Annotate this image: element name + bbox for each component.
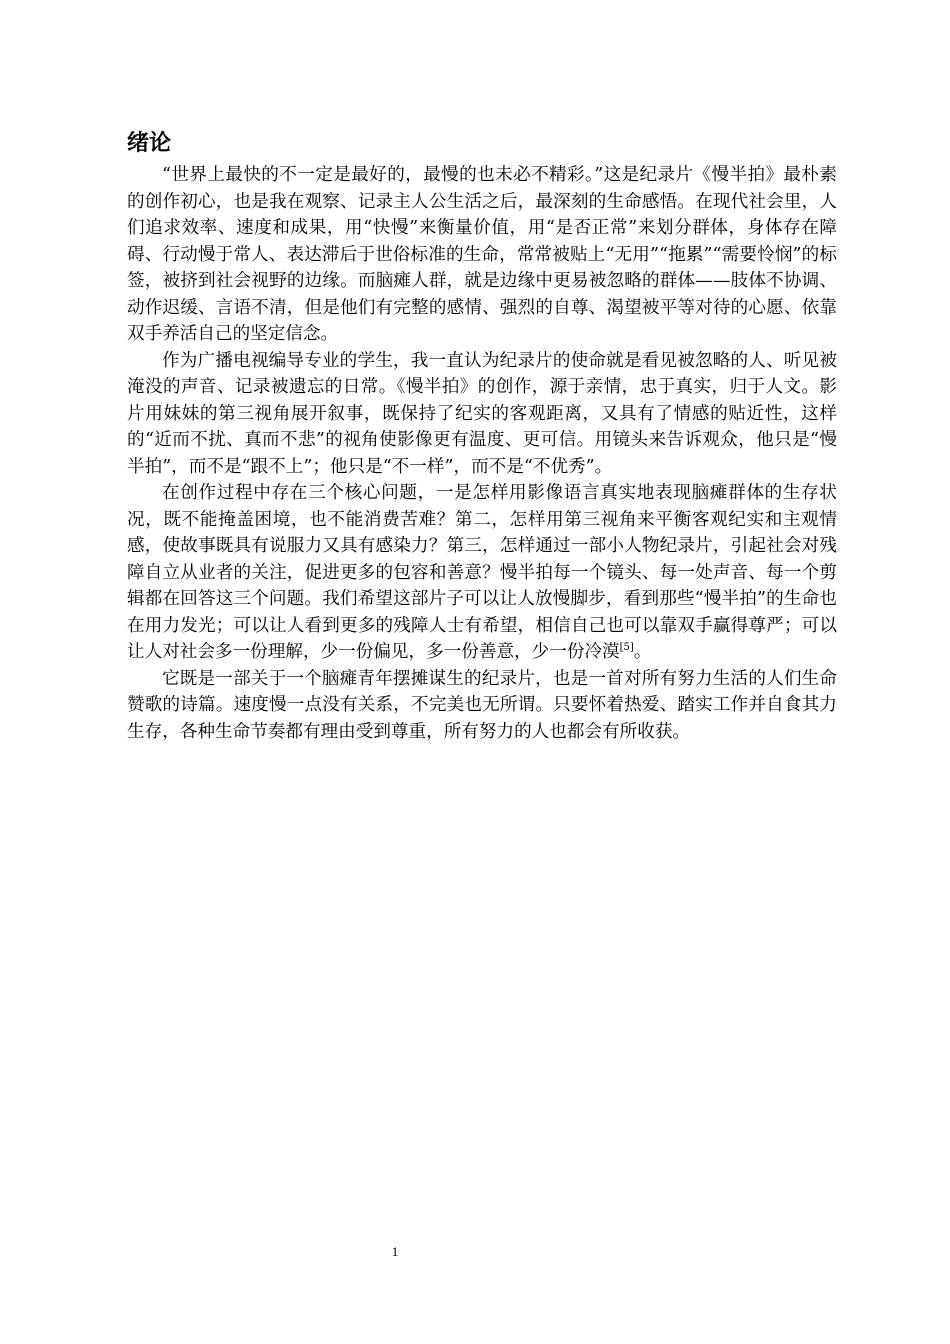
- citation-marker: [5]: [619, 642, 634, 654]
- paragraph-3: [127, 480, 837, 666]
- page-number: 1: [391, 1244, 399, 1259]
- paragraph-1-text: “世界上最快的不一定是最好的，最慢的也未必不精彩。”这是纪录片《慢半拍》最朴素的创作初心，也是我在观察、记录主人公生活之后，最深刻的生命感悟。在现代社会里，人们追求效率、速度和成果，用“快慢”来衡量价值，用“是否正常”来划分群体，身体存在障碍、行动慢于常人、表达滞后于世俗标准的生命，常常被贴上“无用”“拖累”“需要怜悯”的标签，被挤到社会视野的边缘。而脑瘫人群，就是边缘中更易被忽略的群体——肢体不协调、动作迟缓、言语不清，但是他们有完整的感情、强烈的自尊、渴望被平等对待的心愿、依靠双手养活自己的坚定信念。: [127, 165, 837, 344]
- paragraph-3-text: 在创作过程中存在三个核心问题，一是怎样用影像语言真实地表现脑瘫群体的生存状况，既不能掩盖困境，也不能消费苦难？第二，怎样用第三视角来平衡客观纪实和主观情感，使故事既具有说服力又具有感染力？第三，怎样通过一部小人物纪录片，引起社会对残障自立从业者的关注，促进更多的包容和善意？慢半拍每一个镜头、每一处声音、每一个剪辑都在回答这三个问题。我们希望这部片子可以让人放慢脚步，看到那些“慢半拍”的生命也在用力发光；可以让人看到更多的残障人士有希望，相信自己也可以靠双手赢得尊严；可以让人对社会多一份理解，少一份偏见，多一份善意，少一份冷漠: [127, 483, 837, 662]
- body-text: [127, 162, 837, 745]
- paragraph-2: [127, 348, 837, 481]
- paragraph-3-suffix: 。: [633, 642, 652, 662]
- paragraph-4: [127, 666, 837, 746]
- paragraph-4-text: 它既是一部关于一个脑瘫青年摆摊谋生的纪录片，也是一首对所有努力生活的人们生命赞歌的诗篇。速度慢一点没有关系，不完美也无所谓。只要怀着热爱、踏实工作并自食其力生存，各种生命节奏都有理由受到尊重，所有努力的人也都会有所收获。: [127, 668, 837, 742]
- paragraph-1: [127, 162, 837, 348]
- paragraph-2-text: 作为广播电视编导专业的学生，我一直认为纪录片的使命就是看见被忽略的人、听见被淹没的声音、记录被遗忘的日常。《慢半拍》的创作，源于亲情，忠于真实，归于人文。影片用妹妹的第三视角展开叙事，既保持了纪实的客观距离，又具有了情感的贴近性，这样的“近而不扰、真而不悲”的视角使影像更有温度、更可信。用镜头来告诉观众，他只是“慢半拍”，而不是“跟不上”；他只是“不一样”，而不是“不优秀”。: [127, 350, 837, 477]
- section-heading: 绪论: [127, 131, 172, 156]
